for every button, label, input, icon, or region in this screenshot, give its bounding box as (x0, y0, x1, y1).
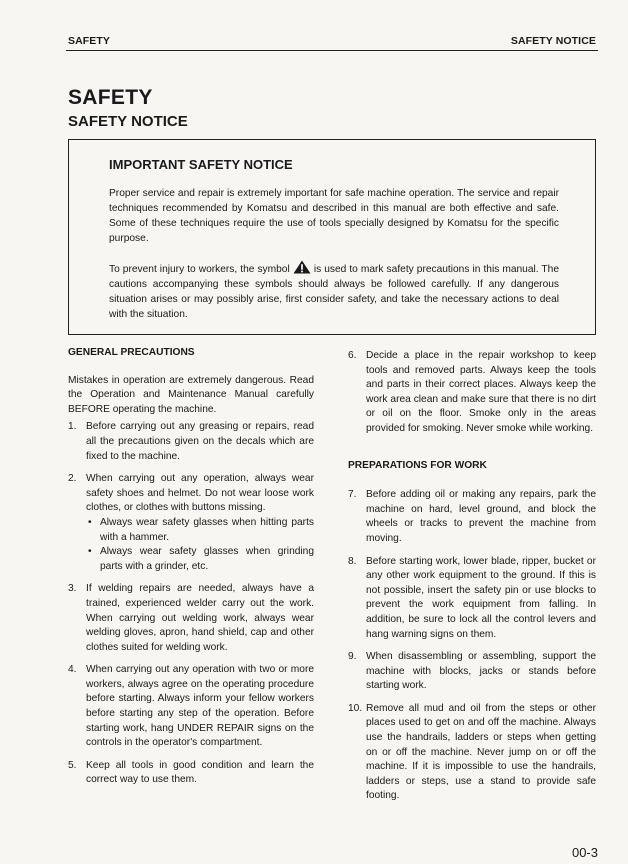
notice-paragraph-2-end: is used to mark safety precautions in this manual. The cautions accompanying these symbols should always be followed carefully. If any dangerous situation arises or may possibly arise, first consider safety, and take the necessary actions to deal with the situation. (109, 264, 559, 320)
bullet-text: Always wear safety glasses when hitting parts with a hammer. (100, 516, 314, 543)
list-item-1 (68, 420, 314, 464)
list-item-text: Decide a place in the repair workshop to keep tools and removed parts. Always keep the tools and parts in their correct places. Always keep the work area clean and make sure that there is no dirt or oil on the floor. Smoke only in the areas provided for smoking. Never smoke while working. (366, 350, 596, 434)
list-item-number: 5. (68, 759, 77, 771)
important-notice-box (68, 139, 596, 335)
list-item-number: 7. (348, 489, 357, 501)
list-item-text: When disassembling or assembling, support the machine with blocks, jacks or stands before starting work. (366, 651, 596, 692)
list-item-number: 6. (348, 350, 357, 361)
list-item-8 (348, 555, 596, 643)
notice-title: IMPORTANT SAFETY NOTICE (109, 157, 293, 172)
list-item-text: When carrying out any operation with two or more workers, always agree on the operating procedure before starting. Always inform your fellow workers before starting any step of the operation. Before starting work, hang UNDER REPAIR signs on the controls in the operator's compartment. (86, 664, 314, 749)
list-item-5 (68, 759, 314, 788)
general-precautions-heading: GENERAL PRECAUTIONS (68, 347, 195, 358)
list-item-6 (348, 349, 596, 437)
bullet-text: Always wear safety glasses when grinding parts with a grinder, etc. (100, 546, 314, 572)
header-left: SAFETY (68, 35, 111, 47)
general-intro: Mistakes in operation are extremely dangerous. Read the Operation and Maintenance Manual carefully BEFORE operating the machine. (68, 374, 314, 415)
preparations-heading: PREPARATIONS FOR WORK (348, 459, 487, 471)
list-item-number: 3. (68, 583, 77, 595)
page-title: SAFETY (68, 86, 153, 109)
notice-paragraph-2 (109, 260, 559, 322)
list-item-text: Before carrying out any greasing or repairs, read all the precautions given on the decals which are fixed to the machine. (86, 421, 314, 462)
list-item-number: 4. (68, 664, 77, 676)
list-item-number: 2. (68, 473, 77, 485)
list-item-3 (68, 582, 314, 655)
notice-paragraph-2-start: To prevent injury to workers, the symbol (109, 264, 290, 275)
list-item-2 (68, 472, 314, 574)
list-item-text: Before adding oil or making any repairs, park the machine on hard, level ground, and block the wheels or tracks to prevent the machine from moving. (366, 489, 596, 544)
list-item-number: 8. (348, 555, 357, 567)
bullet-item: • Always wear safety glasses when grinding parts with a grinder, etc. (88, 546, 314, 572)
list-item-number: 9. (348, 651, 357, 663)
list-item-10 (348, 702, 596, 804)
list-item-4 (68, 663, 314, 751)
header-right: SAFETY NOTICE (510, 35, 596, 47)
page-subtitle: SAFETY NOTICE (68, 113, 188, 130)
list-item-text: Remove all mud and oil from the steps or other places used to get on and off the machine. Always use the handrails, ladders or steps when getting on or off the machine. Never jump on or off the machine. If it is impossible to use the handrails, ladders or steps, use a stand to provide safe footing. (366, 702, 596, 802)
list-item-9 (348, 650, 596, 694)
list-item-number: 1. (68, 421, 77, 433)
bullet-item: • Always wear safety glasses when hitting parts with a hammer. (88, 516, 314, 543)
list-item-text: Before starting work, lower blade, ripper, bucket or any other work equipment to the ground. If this is not possible, insert the safety pin or use blocks to prevent the work equipment from falling. In addition, be sure to lock all the control levers and hang warning signs on them. (366, 555, 596, 640)
list-item-text: Keep all tools in good condition and learn the correct way to use them. (86, 759, 314, 786)
page-number: 00-3 (571, 845, 598, 860)
header-rule (66, 50, 598, 51)
list-item-text: If welding repairs are needed, always have a trained, experienced welder carry out the work. When carrying out welding work, always wear welding gloves, apron, hand shield, cap and other clothes suited for welding work. (86, 583, 314, 653)
general-precautions-column (68, 346, 314, 788)
notice-paragraph-1: Proper service and repair is extremely important for safe machine operation. The service and repair techniques recommended by Komatsu and described in this manual are both effective and safe. Some of these techniques require the use of tools specially designed by Komatsu for the specific purpose. (109, 188, 559, 244)
list-item-7 (348, 488, 596, 546)
list-item-text: When carrying out any operation, always wear safety shoes and helmet. Do not wear loose work clothes, or clothes with buttons missing. (86, 473, 314, 514)
preparations-column (348, 349, 596, 804)
warning-triangle-icon (293, 260, 311, 274)
list-item-number: 10. (348, 702, 363, 714)
